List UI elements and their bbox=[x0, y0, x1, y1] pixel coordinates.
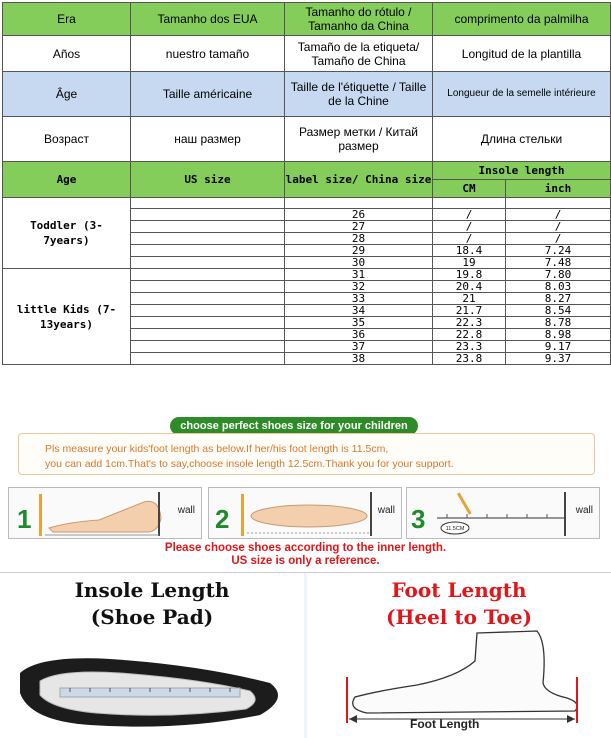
age-group-cell: little Kids (7-13years) bbox=[3, 269, 131, 365]
language-header-table bbox=[2, 2, 611, 162]
insole-length-card bbox=[0, 573, 304, 738]
header-inch: inch bbox=[506, 180, 611, 198]
cm-cell: 22.3 bbox=[433, 317, 506, 329]
cm-cell: / bbox=[433, 221, 506, 233]
inch-cell: 8.98 bbox=[506, 329, 611, 341]
step-number: 3 bbox=[411, 504, 426, 534]
size-chart-table bbox=[2, 161, 611, 365]
label-cell: 37 bbox=[285, 341, 433, 353]
warning-inner-length: Please choose shoes according to the inner length. bbox=[164, 542, 447, 554]
length-comparison-panel bbox=[0, 572, 611, 738]
measure-step-1 bbox=[8, 487, 202, 539]
inch-cell: 9.37 bbox=[506, 353, 611, 365]
size-header-row bbox=[3, 162, 611, 180]
us-cell bbox=[131, 329, 285, 341]
us-cell bbox=[131, 257, 285, 269]
inch-cell: / bbox=[506, 221, 611, 233]
label-cell: 32 bbox=[285, 281, 433, 293]
cm-cell: 20.4 bbox=[433, 281, 506, 293]
step-number: 2 bbox=[215, 504, 230, 534]
age-group-cell: Toddler (3-7years) bbox=[3, 198, 131, 269]
cm-cell bbox=[433, 198, 506, 209]
cm-cell: 21.7 bbox=[433, 305, 506, 317]
lang-row-french bbox=[3, 72, 611, 117]
label-cell: 35 bbox=[285, 317, 433, 329]
lang-cell: Longitud de la plantilla bbox=[433, 36, 611, 72]
insole-subtitle: (Shoe Pad) bbox=[90, 605, 214, 629]
note-line: Pls measure your kids'foot length as below.If her/his foot length is 11.5cm, bbox=[45, 443, 389, 455]
header-insole-length: Insole length bbox=[433, 162, 611, 180]
us-cell bbox=[131, 317, 285, 329]
us-cell bbox=[131, 269, 285, 281]
inch-cell bbox=[506, 198, 611, 209]
lang-cell: Taille de l'étiquette / Taille de la Chine bbox=[285, 72, 433, 117]
us-cell bbox=[131, 245, 285, 257]
warning-us-size: US size is only a reference. bbox=[231, 555, 380, 567]
us-cell bbox=[131, 293, 285, 305]
ruler-measure-icon bbox=[407, 488, 601, 540]
foot-length-label: Foot Length bbox=[410, 717, 480, 731]
insole-title: Insole Length bbox=[74, 578, 230, 602]
inch-cell: 7.80 bbox=[506, 269, 611, 281]
label-cell: 36 bbox=[285, 329, 433, 341]
measure-value: 11.5CM bbox=[445, 526, 465, 532]
cm-cell: 23.3 bbox=[433, 341, 506, 353]
header-label-size: label size/ China size bbox=[285, 162, 433, 198]
measure-note bbox=[18, 433, 595, 475]
size-row bbox=[3, 198, 611, 209]
lang-cell: Taille américaine bbox=[131, 72, 285, 117]
wall-label: wall bbox=[177, 505, 195, 516]
lang-row-spanish bbox=[3, 36, 611, 72]
us-cell bbox=[131, 209, 285, 221]
us-cell bbox=[131, 281, 285, 293]
lang-row-russian bbox=[3, 117, 611, 162]
header-us-size: US size bbox=[131, 162, 285, 198]
inch-cell: / bbox=[506, 233, 611, 245]
inch-cell: 7.24 bbox=[506, 245, 611, 257]
inch-cell: / bbox=[506, 209, 611, 221]
foot-length-card bbox=[307, 573, 611, 738]
shoe-insole-icon bbox=[0, 573, 304, 738]
lang-cell: nuestro tamaño bbox=[131, 36, 285, 72]
label-cell: 30 bbox=[285, 257, 433, 269]
lang-cell: Âge bbox=[3, 72, 131, 117]
us-cell bbox=[131, 305, 285, 317]
us-cell bbox=[131, 341, 285, 353]
inch-cell: 8.78 bbox=[506, 317, 611, 329]
label-cell: 31 bbox=[285, 269, 433, 281]
wall-label: wall bbox=[575, 505, 593, 516]
cm-cell: / bbox=[433, 233, 506, 245]
label-cell bbox=[285, 198, 433, 209]
step-number: 1 bbox=[17, 504, 32, 534]
header-cm: CM bbox=[433, 180, 506, 198]
cm-cell: 19.8 bbox=[433, 269, 506, 281]
label-cell: 34 bbox=[285, 305, 433, 317]
inch-cell: 9.17 bbox=[506, 341, 611, 353]
foot-on-ruler-icon bbox=[9, 488, 203, 540]
cm-cell: 19 bbox=[433, 257, 506, 269]
inch-cell: 8.03 bbox=[506, 281, 611, 293]
lang-cell: Longueur de la semelle intérieure bbox=[433, 72, 611, 117]
lang-cell: Возраст bbox=[3, 117, 131, 162]
header-age: Age bbox=[3, 162, 131, 198]
label-cell: 27 bbox=[285, 221, 433, 233]
measure-step-2 bbox=[208, 487, 402, 539]
foot-title: Foot Length bbox=[391, 578, 527, 602]
lang-cell: Tamanho dos EUA bbox=[131, 3, 285, 36]
lang-row-portuguese bbox=[3, 3, 611, 36]
foot-subtitle: (Heel to Toe) bbox=[385, 605, 533, 629]
lang-cell: Años bbox=[3, 36, 131, 72]
size-guide-banner: choose perfect shoes size for your children bbox=[170, 417, 418, 435]
label-cell: 33 bbox=[285, 293, 433, 305]
inch-cell: 8.27 bbox=[506, 293, 611, 305]
cm-cell: 22.8 bbox=[433, 329, 506, 341]
lang-cell: наш размер bbox=[131, 117, 285, 162]
cm-cell: / bbox=[433, 209, 506, 221]
lang-cell: Длина стельки bbox=[433, 117, 611, 162]
us-cell bbox=[131, 233, 285, 245]
lang-cell: Era bbox=[3, 3, 131, 36]
label-cell: 38 bbox=[285, 353, 433, 365]
label-cell: 28 bbox=[285, 233, 433, 245]
cm-cell: 23.8 bbox=[433, 353, 506, 365]
foot-side-icon bbox=[307, 573, 611, 738]
inch-cell: 8.54 bbox=[506, 305, 611, 317]
label-cell: 29 bbox=[285, 245, 433, 257]
cm-cell: 21 bbox=[433, 293, 506, 305]
us-cell bbox=[131, 353, 285, 365]
lang-cell: Размер метки / Китай размер bbox=[285, 117, 433, 162]
size-row bbox=[3, 269, 611, 281]
label-cell: 26 bbox=[285, 209, 433, 221]
lang-cell: Tamaño de la etiqueta/ Tamaño de China bbox=[285, 36, 433, 72]
foot-outline-icon bbox=[209, 488, 403, 540]
measure-step-3 bbox=[406, 487, 600, 539]
lang-cell: comprimento da palmilha bbox=[433, 3, 611, 36]
us-cell bbox=[131, 198, 285, 209]
inch-cell: 7.48 bbox=[506, 257, 611, 269]
cm-cell: 18.4 bbox=[433, 245, 506, 257]
wall-label: wall bbox=[377, 505, 395, 516]
lang-cell: Tamanho do rótulo / Tamanho da China bbox=[285, 3, 433, 36]
us-cell bbox=[131, 221, 285, 233]
note-line: you can add 1cm.That's to say,choose insole length 12.5cm.Thank you for your support. bbox=[45, 458, 454, 470]
